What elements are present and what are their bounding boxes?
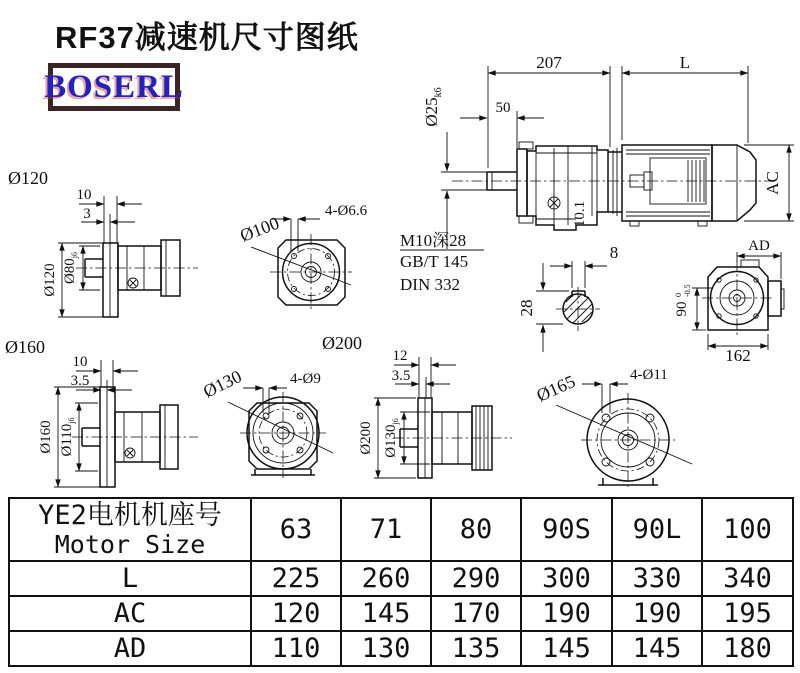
motor-size-column-90l: 90L (612, 498, 702, 561)
table-row-AC (9, 596, 793, 631)
dimension-table (8, 497, 794, 667)
table-cell: 195 (702, 596, 793, 631)
dim-pilot (59, 417, 76, 456)
table-row-AD (9, 631, 793, 666)
dim-pilot (383, 418, 400, 458)
dim-pilot (62, 252, 79, 284)
dim-L: L (679, 53, 691, 72)
view-label-200: Ø200 (322, 333, 362, 353)
flange-160-side-view (5, 337, 198, 487)
standard-gbt: GB/T 145 (400, 252, 469, 271)
table-cell: 260 (341, 561, 431, 596)
dim-3-5: 3.5 (391, 368, 411, 384)
gearbox-note: 10.1 (572, 200, 588, 228)
motor-size-column-80: 80 (431, 498, 521, 561)
oil-plug-icon (128, 278, 138, 288)
dim-holes-9: 4-Ø9 (290, 371, 321, 387)
table-header-cn: YE2电机机座号 (38, 499, 222, 531)
dim-207: 207 (536, 53, 562, 72)
pilot-fit: j6 (391, 418, 400, 425)
row-label-AD: AD (9, 631, 251, 666)
table-cell: 145 (612, 631, 702, 666)
dim-holes-11: 4-Ø11 (630, 367, 668, 383)
table-cell: 120 (251, 596, 341, 631)
page-title: RF37减速机尺寸图纸 (55, 20, 359, 55)
dim-162: 162 (725, 346, 751, 365)
oil-plug-icon (125, 448, 135, 458)
table-cell: 145 (521, 631, 612, 666)
shaft-key-section-view (517, 243, 618, 352)
flange-165-front-view (533, 367, 692, 487)
main-side-view (400, 53, 794, 294)
view-label-160: Ø160 (5, 337, 45, 357)
pilot-fit: j6 (70, 251, 79, 259)
view-label-120: Ø120 (8, 168, 48, 188)
shaft-dia-value: Ø25 (422, 97, 441, 127)
table-cell: 225 (251, 561, 341, 596)
table-cell: 180 (702, 631, 793, 666)
dim-90-tolerance (674, 284, 692, 316)
table-cell: 290 (431, 561, 521, 596)
flange-100-front-view (237, 203, 367, 311)
table-cell: 170 (431, 596, 521, 631)
table-cell: 190 (521, 596, 612, 631)
dim-shaft-diameter (422, 87, 444, 126)
dim-flange-od: Ø160 (38, 420, 54, 454)
dim-bolt-circle-165: Ø165 (533, 371, 579, 406)
table-cell: 330 (612, 561, 702, 596)
table-cell: 145 (341, 596, 431, 631)
table-cell: 135 (431, 631, 521, 666)
motor-size-column-100: 100 (702, 498, 793, 561)
dim-10: 10 (72, 354, 88, 370)
dim-holes-66: 4-Ø6.6 (325, 203, 368, 219)
table-cell: 110 (251, 631, 341, 666)
motor-size-column-90s: 90S (521, 498, 612, 561)
tap-note: M10深28 (400, 231, 467, 250)
dim-bolt-circle-100: Ø100 (237, 212, 282, 246)
dim-flange-od: Ø120 (42, 263, 58, 297)
dim-90-lower-tol: -0.5 (683, 284, 692, 297)
flange-200-side-view (358, 348, 512, 478)
motor-rear-view (674, 238, 784, 365)
pilot-fit: j6 (67, 417, 76, 424)
flange-120-side-view (8, 168, 198, 317)
table-cell: 300 (521, 561, 612, 596)
row-label-L: L (9, 561, 251, 596)
pilot-value: Ø80 (62, 258, 78, 285)
motor-size-column-71: 71 (341, 498, 431, 561)
motor-size-column-63: 63 (251, 498, 341, 561)
table-header-row (9, 498, 793, 561)
dim-3-5: 3.5 (70, 373, 90, 389)
flange-200-front-view (200, 333, 362, 478)
table-header-en: Motor Size (54, 529, 206, 559)
dim-key-width: 8 (609, 243, 619, 262)
brand-logo-text: BOSERL (44, 68, 184, 105)
dim-AD: AD (748, 238, 770, 254)
dim-bolt-circle-130: Ø130 (199, 366, 245, 402)
dim-90: 90 (674, 301, 690, 317)
dim-3: 3 (83, 206, 91, 222)
pilot-value: Ø110 (59, 423, 75, 457)
dim-12: 12 (392, 348, 408, 364)
table-row-L (9, 561, 793, 596)
table-cell: 190 (612, 596, 702, 631)
dim-10: 10 (76, 187, 92, 203)
pilot-value: Ø130 (383, 424, 399, 458)
row-label-AC: AC (9, 596, 251, 631)
table-header-cell (9, 498, 251, 561)
table-cell: 340 (702, 561, 793, 596)
dim-key-height: 28 (517, 299, 536, 317)
dim-50: 50 (495, 100, 511, 116)
standard-din: DIN 332 (400, 275, 460, 294)
dim-AC: AC (763, 171, 782, 195)
dim-flange-od: Ø200 (358, 421, 374, 455)
dim-90-upper-tol: 0 (674, 293, 683, 297)
shaft-fit-value: k6 (433, 87, 444, 98)
table-cell: 130 (341, 631, 431, 666)
